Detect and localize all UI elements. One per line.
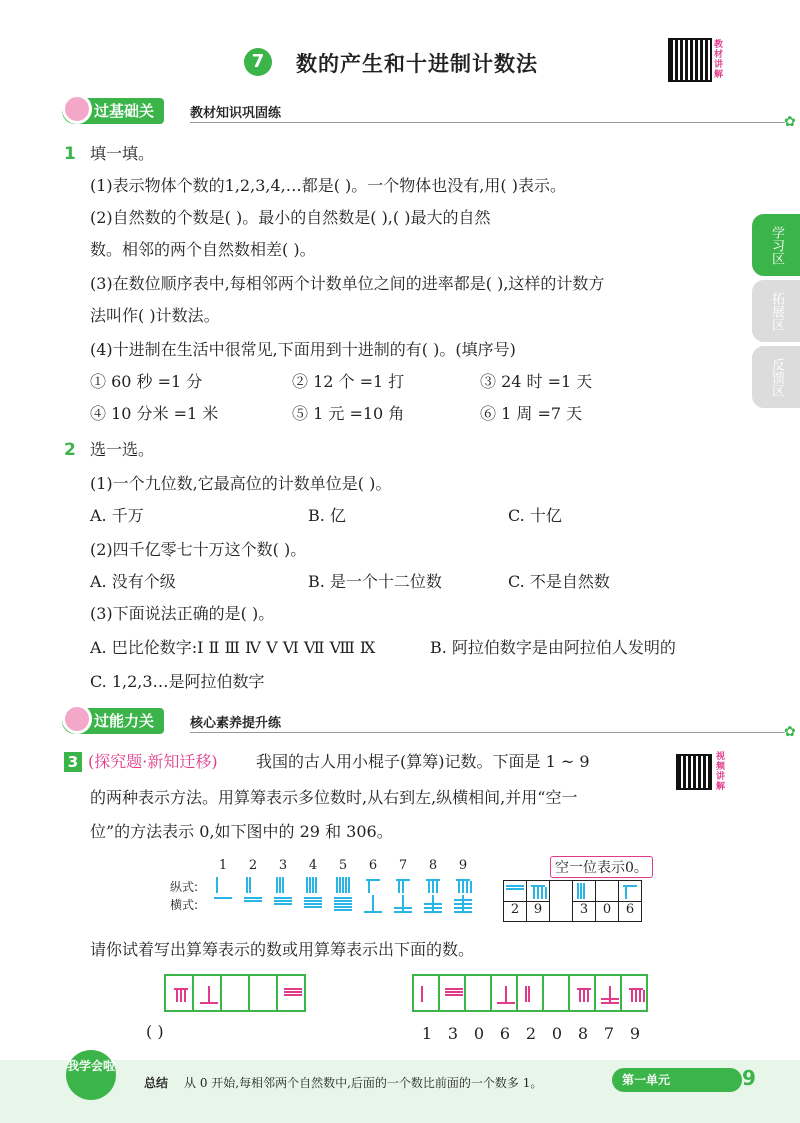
digit-label: 7	[398, 858, 408, 873]
vertical-rods	[212, 875, 234, 893]
digit: 1	[421, 1024, 433, 1043]
example-digit: 6	[619, 901, 641, 917]
q1-line: (2)自然数的个数是( )。最小的自然数是( ),( )最大的自然	[90, 208, 491, 227]
vertical-rods	[302, 875, 324, 893]
q3-line: 的两种表示方法。用算筹表示多位数时,从右到左,纵横相间,并用“空一	[90, 788, 578, 807]
qr-caption: 视频讲解	[716, 752, 726, 792]
vertical-rods	[332, 875, 354, 893]
digit: 7	[603, 1024, 615, 1043]
digit-label: 8	[428, 858, 438, 873]
section-header-basic	[62, 98, 796, 130]
horizontal-rods	[212, 893, 234, 913]
rod-cell[interactable]	[464, 974, 492, 1012]
horizontal-rods	[422, 893, 444, 913]
option: C. 不是自然数	[508, 572, 610, 591]
option: ② 12 个 =1 打	[292, 372, 405, 391]
row-label: 横式:	[170, 898, 199, 912]
rod-cell	[192, 974, 222, 1012]
option: A. 巴比伦数字:Ⅰ Ⅱ Ⅲ Ⅳ Ⅴ Ⅵ Ⅶ Ⅷ Ⅸ	[90, 638, 376, 657]
option: ⑤ 1 元 =10 角	[292, 404, 405, 423]
question-tag: (探究题·新知迁移)	[88, 752, 218, 771]
horizontal-rods	[362, 893, 384, 913]
row-label: 纵式:	[170, 880, 199, 894]
lesson-number: 7	[244, 48, 272, 76]
option: ⑥ 1 周 =7 天	[480, 404, 583, 423]
qr-caption: 教材讲解	[714, 40, 724, 80]
rod-cell[interactable]	[568, 974, 596, 1012]
horizontal-rods	[272, 893, 294, 913]
rod-boxes-left	[166, 974, 306, 1012]
answer-blank[interactable]: ( )	[146, 1022, 164, 1041]
q1-line: (4)十进制在生活中很常见,下面用到十进制的有( )。(填序号)	[90, 340, 516, 359]
q1-line: (3)在数位顺序表中,每相邻两个计数单位之间的进率都是( ),这样的计数方	[90, 274, 605, 293]
horizontal-rods	[242, 893, 264, 913]
rod-column	[362, 858, 384, 911]
summary-text: 从 0 开始,每相邻两个自然数中,后面的一个数比前面的一个数多 1。	[184, 1076, 543, 1090]
question-title: 选一选。	[90, 440, 155, 459]
section-header-ability	[62, 708, 796, 740]
tab-extend[interactable]: 拓展区	[752, 280, 800, 342]
rod-cell[interactable]	[438, 974, 466, 1012]
rod-column	[302, 858, 324, 911]
rod-column	[452, 858, 474, 911]
rod-column	[422, 858, 444, 911]
tab-study[interactable]: 学习区	[752, 214, 800, 276]
rod-column	[332, 858, 354, 911]
tab-feedback[interactable]: 反馈区	[752, 346, 800, 408]
digit-label: 9	[458, 858, 468, 873]
rod-cell[interactable]	[516, 974, 544, 1012]
vertical-rods	[242, 875, 264, 893]
example-cell	[595, 880, 619, 922]
digit-label: 6	[368, 858, 378, 873]
example-cell	[503, 880, 527, 922]
horizontal-rods	[332, 893, 354, 913]
horizontal-rods	[302, 893, 324, 913]
q1-line: 数。相邻的两个自然数相差( )。	[90, 240, 316, 259]
digit: 0	[473, 1024, 485, 1043]
instruction: 请你试着写出算筹表示的数或用算筹表示出下面的数。	[90, 940, 475, 959]
option: B. 亿	[308, 506, 346, 525]
rod-boxes-right[interactable]	[414, 974, 648, 1012]
summary-label: 总结	[144, 1076, 169, 1090]
callout: 空一位表示0。	[550, 856, 653, 878]
divider	[190, 122, 785, 123]
digit: 2	[525, 1024, 537, 1043]
star-icon: ✿	[784, 724, 796, 740]
digit-label: 4	[308, 858, 318, 873]
digit: 3	[447, 1024, 459, 1043]
rod-column	[392, 858, 414, 911]
vertical-rods	[392, 875, 414, 893]
digit-label: 3	[278, 858, 288, 873]
digit-label: 1	[218, 858, 228, 873]
rod-cell	[248, 974, 278, 1012]
vertical-rods	[362, 875, 384, 893]
rod-column	[242, 858, 264, 911]
rod-numeral-table	[170, 858, 470, 918]
digit: 8	[577, 1024, 589, 1043]
q3-line: 我国的古人用小棍子(算筹)记数。下面是 1 ~ 9	[256, 752, 590, 771]
question-title: 填一填。	[90, 144, 155, 163]
example-digit: 3	[573, 901, 595, 917]
digit: 9	[629, 1024, 641, 1043]
section-subtitle: 教材知识巩固练	[190, 106, 282, 121]
digit-label: 5	[338, 858, 348, 873]
section-subtitle: 核心素养提升练	[190, 716, 282, 731]
option: B. 阿拉伯数字是由阿拉伯人发明的	[430, 638, 676, 657]
given-number	[414, 1024, 648, 1043]
rod-column	[212, 858, 234, 911]
option: A. 没有个级	[90, 572, 176, 591]
example-cell	[549, 880, 573, 922]
q2-part: (1)一个九位数,它最高位的计数单位是( )。	[90, 474, 392, 493]
star-icon: ✿	[784, 114, 796, 130]
q2-part: (2)四千亿零七十万这个数( )。	[90, 540, 307, 559]
option: ① 60 秒 =1 分	[90, 372, 203, 391]
example-cell	[618, 880, 642, 922]
page-number: 9	[742, 1066, 756, 1090]
rod-cell[interactable]	[594, 974, 622, 1012]
vertical-rods	[422, 875, 444, 893]
flower-icon	[62, 704, 92, 734]
vertical-rods	[452, 875, 474, 893]
example-cell	[572, 880, 596, 922]
section-badge: 过能力关	[62, 708, 164, 734]
footer-badge: 我学会啦	[66, 1050, 116, 1100]
horizontal-rods	[452, 893, 474, 913]
rod-cell[interactable]	[490, 974, 518, 1012]
rod-column	[272, 858, 294, 911]
q2-part: (3)下面说法正确的是( )。	[90, 604, 275, 623]
example-cell	[526, 880, 550, 922]
qr-code-icon[interactable]	[676, 754, 712, 790]
question-number: 1	[64, 144, 76, 164]
example-digit: 9	[527, 901, 549, 917]
rod-cell	[276, 974, 306, 1012]
horizontal-rods	[392, 893, 414, 913]
rod-cell	[220, 974, 250, 1012]
flower-icon	[62, 94, 92, 124]
option: C. 1,2,3…是阿拉伯数字	[90, 672, 265, 691]
rod-cell[interactable]	[412, 974, 440, 1012]
rod-cell[interactable]	[620, 974, 648, 1012]
q1-line: 法叫作( )计数法。	[90, 306, 220, 325]
unit-label: 第一单元	[612, 1068, 742, 1092]
page-title: 数的产生和十进制计数法	[296, 52, 538, 76]
question-number: 2	[64, 440, 76, 460]
option: B. 是一个十二位数	[308, 572, 442, 591]
example-digit: 2	[504, 901, 526, 917]
option: ④ 10 分米 =1 米	[90, 404, 219, 423]
example-digit: 0	[596, 901, 618, 917]
question-number: 3	[64, 752, 82, 772]
option: ③ 24 时 =1 天	[480, 372, 593, 391]
q1-line: (1)表示物体个数的1,2,3,4,…都是( )。一个物体也没有,用( )表示。	[90, 176, 566, 195]
vertical-rods	[272, 875, 294, 893]
option: A. 千万	[90, 506, 144, 525]
section-badge: 过基础关	[62, 98, 164, 124]
digit: 6	[499, 1024, 511, 1043]
example-29-306	[504, 880, 642, 922]
rod-cell[interactable]	[542, 974, 570, 1012]
digit: 0	[551, 1024, 563, 1043]
q3-line: 位”的方法表示 0,如下图中的 29 和 306。	[90, 822, 393, 841]
qr-code-icon[interactable]	[668, 38, 712, 82]
divider	[190, 732, 785, 733]
digit-label: 2	[248, 858, 258, 873]
rod-cell	[164, 974, 194, 1012]
option: C. 十亿	[508, 506, 562, 525]
